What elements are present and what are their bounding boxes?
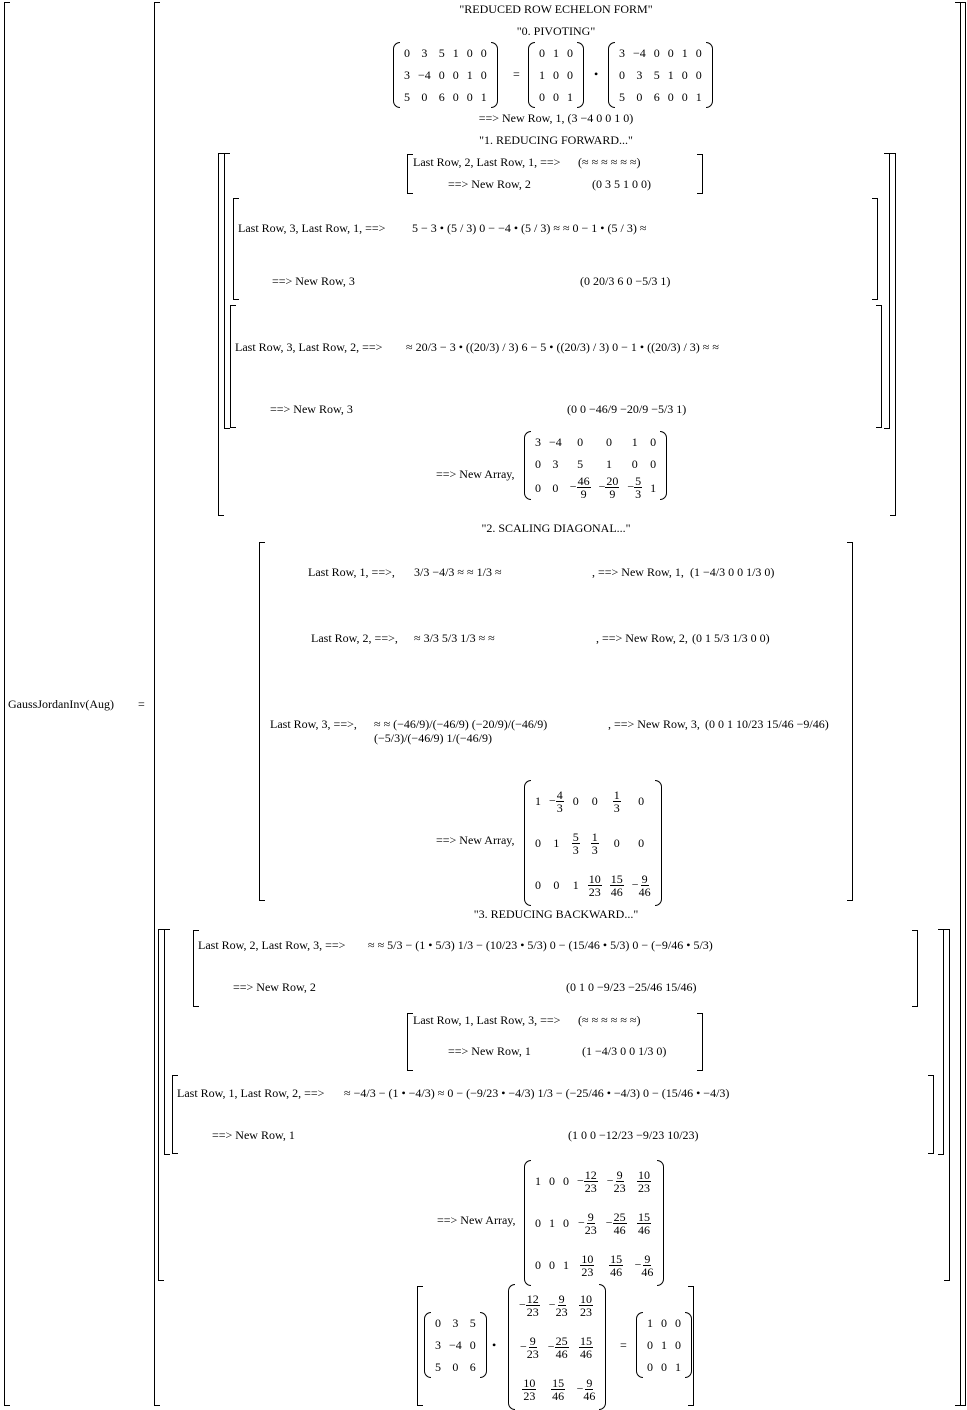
paren-right: [685, 1312, 692, 1378]
section-0-heading: "0. PIVOTING": [516, 24, 596, 38]
matrix-cell: 0: [452, 90, 459, 104]
matrix-cell: $\frac{1}{3}$: [591, 829, 598, 857]
matrix-row: [643, 1312, 685, 1334]
matrix-cell: 6: [653, 90, 660, 104]
s3c-row: (1 0 0 −12/23 −9/23 10/23): [568, 1128, 699, 1142]
matrix-cell: 1: [631, 435, 638, 449]
matrix-cell: 3: [421, 46, 428, 60]
pivot-new-row: ==> New Row, 1, (3 −4 0 0 1 0): [478, 111, 634, 125]
matrix-cell: 5: [469, 1316, 476, 1330]
function-name: GaussJordanInv(Aug): [8, 697, 114, 711]
matrix-cell: $\frac{15}{46}$: [637, 1209, 650, 1237]
matrix-cell: 1: [535, 1174, 541, 1188]
paren-right: [491, 42, 498, 108]
matrix-cell: 0: [605, 435, 612, 449]
check-identity-matrix: [636, 1312, 692, 1378]
matrix-cell: 5: [438, 46, 445, 60]
matrix-cell: $\frac{10}{23}$: [588, 871, 601, 899]
matrix-cell: 3: [535, 435, 541, 449]
matrix-cell: − $\frac{9}{23}$: [578, 1209, 597, 1237]
s2-new-array: [524, 780, 662, 906]
matrix-cell: 0: [435, 1316, 441, 1330]
s1b-bracket-right: [872, 198, 878, 300]
s1b-bracket-left: [233, 198, 239, 300]
matrix-cell: 0: [452, 68, 459, 82]
matrix-row: [615, 42, 706, 64]
matrix-cell: −4: [449, 1338, 462, 1352]
matrix-cell: 1: [681, 46, 688, 60]
s3b-bracket-right: [697, 1013, 703, 1071]
s1-new-array: [524, 431, 667, 500]
matrix-row: [531, 1202, 657, 1244]
matrix-cell: − $\frac{5}{3}$: [627, 474, 642, 501]
matrix-cell: 3: [435, 1338, 441, 1352]
matrix-cell: 0: [647, 1360, 653, 1374]
s3c-bracket-right: [928, 1075, 934, 1154]
matrix-cell: − $\frac{12}{23}$: [577, 1167, 597, 1195]
s3a-bracket-right: [912, 930, 918, 1007]
matrix-cell: 0: [613, 836, 620, 850]
matrix-cell: 1: [647, 1316, 653, 1330]
matrix-cell: 0: [567, 68, 573, 82]
matrix-cell: 1: [535, 794, 541, 808]
rhs-right-bracket-2: [960, 2, 966, 1406]
matrix-cell: 0: [535, 457, 541, 471]
matrix-cell: 1: [452, 46, 459, 60]
paren-left: [524, 780, 531, 906]
matrix-cell: 0: [591, 794, 598, 808]
matrix-cell: 0: [681, 68, 688, 82]
matrix-row: [400, 86, 491, 108]
s3b-row: (1 −4/3 0 0 1/3 0): [582, 1044, 667, 1058]
s3b-approx: (≈ ≈ ≈ ≈ ≈ ≈): [578, 1013, 641, 1027]
s3a-row: (0 1 0 −9/23 −25/46 15/46): [566, 980, 697, 994]
s2r1-row: (1 −4/3 0 0 1/3 0): [690, 565, 775, 579]
paren-left: [424, 1312, 431, 1378]
matrix-row: [535, 42, 577, 64]
matrix-cell: 0: [650, 435, 657, 449]
s3-new-array: [524, 1160, 664, 1286]
matrix-cell: $\frac{15}{46}$: [610, 1251, 623, 1279]
matrix-cell: 0: [681, 90, 688, 104]
paren-left: [636, 1312, 643, 1378]
s1c-bracket-right: [876, 305, 882, 428]
s1a-new-row: ==> New Row, 2: [448, 177, 531, 191]
matrix-cell: 0: [653, 46, 660, 60]
matrix-cell: 0: [421, 90, 428, 104]
matrix-cell: 0: [661, 1316, 667, 1330]
s3c-expr: ≈ −4/3 − (1 • −4/3) ≈ 0 − (−9/23 • −4/3) 1/3 − (−25/46 • −4/3) 0 − (15/46 • −4/3): [344, 1086, 730, 1100]
matrix-cell: $\frac{15}{46}$: [579, 1333, 592, 1361]
matrix-cell: 0: [638, 836, 645, 850]
matrix-cell: 3: [619, 46, 625, 60]
paren-right: [660, 431, 667, 500]
matrix-cell: − $\frac{9}{46}$: [634, 1251, 654, 1279]
matrix-row: [431, 1312, 480, 1334]
matrix-cell: 1: [553, 46, 559, 60]
matrix-row: [531, 431, 660, 453]
matrix-cell: 5: [653, 68, 660, 82]
s2r2-label: Last Row, 2, ==>,: [311, 631, 398, 645]
s1a-approx: (≈ ≈ ≈ ≈ ≈ ≈): [578, 155, 641, 169]
check-bracket-left: [417, 1286, 423, 1406]
paren-right: [599, 1284, 606, 1410]
s3a-expr: ≈ ≈ 5/3 − (1 • 5/3) 1/3 − (10/23 • 5/3) 0 − (15/46 • 5/3) 0 − (−9/46 • 5/3): [368, 938, 713, 952]
s3-new-array-label: ==> New Array,: [437, 1213, 516, 1227]
paren-left: [528, 42, 535, 108]
s2r1-new-row: , ==> New Row, 1,: [592, 565, 684, 579]
pivot-rhs-matrix: [608, 42, 713, 108]
matrix-row: [531, 1244, 657, 1286]
matrix-cell: 0: [636, 90, 643, 104]
s1b-new-row: ==> New Row, 3: [272, 274, 355, 288]
matrix-cell: 0: [577, 435, 584, 449]
matrix-cell: 0: [638, 794, 645, 808]
s2r2-new-row: , ==> New Row, 2,: [596, 631, 688, 645]
matrix-cell: 6: [469, 1360, 476, 1374]
matrix-row: [400, 42, 491, 64]
paren-left: [393, 42, 400, 108]
s1b-row: (0 20/3 6 0 −5/3 1): [580, 274, 671, 288]
matrix-row: [400, 64, 491, 86]
matrix-cell: 1: [695, 90, 702, 104]
matrix-cell: 3: [552, 457, 559, 471]
matrix-cell: $\frac{5}{3}$: [572, 829, 579, 857]
paren-right: [577, 42, 584, 108]
matrix-cell: 0: [539, 46, 545, 60]
matrix-row: [531, 780, 655, 822]
matrix-cell: 1: [675, 1360, 681, 1374]
page-title: "REDUCED ROW ECHELON FORM": [459, 2, 653, 16]
matrix-cell: 0: [647, 1338, 653, 1352]
equals-sign: =: [138, 697, 145, 711]
s1c-bracket-left: [230, 305, 236, 428]
matrix-cell: 0: [567, 46, 573, 60]
s1a-row: (0 3 5 1 0 0): [592, 177, 651, 191]
paren-left: [524, 431, 531, 500]
matrix-cell: 0: [675, 1316, 681, 1330]
s1a-label: Last Row, 2, Last Row, 1, ==>: [413, 155, 561, 169]
paren-left: [608, 42, 615, 108]
matrix-cell: 0: [438, 68, 445, 82]
matrix-cell: − $\frac{25}{46}$: [547, 1333, 568, 1361]
s1c-new-row: ==> New Row, 3: [270, 402, 353, 416]
s2r3-expr: ≈ ≈ (−46/9)/(−46/9) (−20/9)/(−46/9) (−5/3)/(−46/9) 1/(−46/9): [374, 717, 548, 745]
s2r2-expr: ≈ 3/3 5/3 1/3 ≈ ≈: [414, 631, 495, 645]
matrix-row: [431, 1356, 480, 1378]
matrix-cell: 5: [577, 457, 584, 471]
matrix-row: [531, 453, 660, 475]
paren-left: [508, 1284, 515, 1410]
check-original-matrix: [424, 1312, 487, 1378]
matrix-cell: 5: [435, 1360, 441, 1374]
paren-right: [706, 42, 713, 108]
matrix-cell: 0: [549, 1174, 555, 1188]
matrix-cell: 0: [466, 46, 473, 60]
matrix-cell: 1: [553, 836, 560, 850]
s1-right-bracket-2: [890, 153, 896, 516]
s3a-label: Last Row, 2, Last Row, 3, ==>: [198, 938, 346, 952]
matrix-cell: − $\frac{9}{46}$: [631, 871, 651, 899]
matrix-cell: − $\frac{9}{46}$: [576, 1375, 596, 1403]
matrix-cell: 1: [480, 90, 487, 104]
check-inverse-matrix: [508, 1284, 606, 1410]
matrix-cell: 0: [572, 794, 579, 808]
paren-right: [657, 1160, 664, 1286]
paren-right: [480, 1312, 487, 1378]
s2r2-row: (0 1 5/3 1/3 0 0): [692, 631, 770, 645]
matrix-row: [535, 64, 577, 86]
matrix-cell: − $\frac{4}{3}$: [549, 787, 563, 815]
matrix-row: [531, 822, 655, 864]
section-2-heading: "2. SCALING DIAGONAL...": [481, 521, 631, 535]
matrix-cell: −4: [549, 435, 562, 449]
matrix-cell: − $\frac{20}{9}$: [598, 474, 619, 501]
s2r1-expr: 3/3 −4/3 ≈ ≈ 1/3 ≈: [414, 565, 502, 579]
s2r3-label: Last Row, 3, ==>,: [270, 717, 357, 731]
matrix-cell: $\frac{10}{23}$: [581, 1251, 594, 1279]
matrix-cell: −4: [418, 68, 431, 82]
matrix-cell: 0: [553, 878, 560, 892]
matrix-cell: − $\frac{9}{23}$: [520, 1333, 539, 1361]
matrix-row: [531, 475, 660, 500]
matrix-cell: 0: [535, 878, 541, 892]
matrix-row: [531, 864, 655, 906]
matrix-row: [531, 1160, 657, 1202]
matrix-cell: − $\frac{9}{23}$: [606, 1167, 626, 1195]
matrix-cell: 0: [404, 46, 410, 60]
matrix-cell: 0: [695, 68, 702, 82]
matrix-cell: 0: [661, 1360, 667, 1374]
s2r1-label: Last Row, 1, ==>,: [308, 565, 395, 579]
pivot-equals: =: [513, 67, 520, 81]
matrix-cell: 0: [675, 1338, 681, 1352]
matrix-row: [643, 1334, 685, 1356]
matrix-cell: − $\frac{9}{23}$: [548, 1291, 568, 1319]
s2-left-bracket: [259, 542, 265, 901]
s2r3-new-row: , ==> New Row, 3,: [608, 717, 700, 731]
matrix-cell: 0: [535, 1216, 541, 1230]
matrix-cell: 0: [650, 457, 657, 471]
matrix-cell: − $\frac{25}{46}$: [605, 1209, 626, 1237]
matrix-cell: 0: [535, 1258, 541, 1272]
s3c-new-row: ==> New Row, 1: [212, 1128, 295, 1142]
matrix-cell: 1: [661, 1338, 667, 1352]
permutation-matrix: [528, 42, 584, 108]
matrix-cell: 0: [695, 46, 702, 60]
matrix-cell: $\frac{10}{23}$: [523, 1375, 536, 1403]
s2-right-bracket: [847, 542, 853, 901]
matrix-cell: $\frac{10}{23}$: [637, 1167, 650, 1195]
matrix-cell: − $\frac{46}{9}$: [569, 474, 590, 501]
matrix-cell: 0: [469, 1338, 476, 1352]
s2-new-array-label: ==> New Array,: [436, 833, 515, 847]
matrix-cell: 5: [619, 90, 625, 104]
matrix-cell: − $\frac{12}{23}$: [519, 1291, 539, 1319]
s3a-new-row: ==> New Row, 2: [233, 980, 316, 994]
matrix-cell: 0: [535, 480, 541, 495]
s3-left-bracket-2: [164, 929, 170, 1155]
matrix-row: [615, 86, 706, 108]
matrix-cell: 3: [636, 68, 643, 82]
pivot-lhs-matrix: [393, 42, 498, 108]
matrix-cell: 0: [466, 90, 473, 104]
matrix-cell: 3: [452, 1316, 459, 1330]
matrix-cell: 0: [552, 480, 559, 495]
matrix-cell: 0: [535, 836, 541, 850]
matrix-cell: 1: [650, 480, 657, 495]
s1-new-array-label: ==> New Array,: [436, 467, 515, 481]
matrix-cell: 0: [563, 1216, 569, 1230]
matrix-row: [515, 1284, 599, 1326]
s1b-label: Last Row, 3, Last Row, 1, ==>: [238, 221, 386, 235]
matrix-cell: 1: [549, 1216, 555, 1230]
section-1-heading: "1. REDUCING FORWARD...": [479, 133, 633, 147]
section-3-heading: "3. REDUCING BACKWARD...": [473, 907, 639, 921]
matrix-cell: 1: [605, 457, 612, 471]
matrix-row: [643, 1356, 685, 1378]
matrix-cell: $\frac{10}{23}$: [579, 1291, 592, 1319]
matrix-cell: 0: [563, 1174, 569, 1188]
s1c-row: (0 0 −46/9 −20/9 −5/3 1): [567, 402, 687, 416]
check-dot: •: [492, 1338, 497, 1352]
matrix-cell: 6: [438, 90, 445, 104]
matrix-cell: 0: [539, 90, 545, 104]
matrix-cell: 0: [667, 46, 674, 60]
s3-right-bracket-2: [944, 929, 950, 1281]
matrix-cell: 0: [619, 68, 625, 82]
matrix-cell: 0: [553, 68, 559, 82]
matrix-cell: −4: [633, 46, 646, 60]
matrix-row: [535, 86, 577, 108]
matrix-cell: $\frac{1}{3}$: [613, 787, 620, 815]
matrix-cell: 0: [480, 46, 487, 60]
s1c-label: Last Row, 3, Last Row, 2, ==>: [235, 340, 383, 354]
check-equals: =: [620, 1338, 627, 1352]
s2r3-row: (0 0 1 10/23 15/46 −9/46): [705, 717, 829, 731]
s1a-bracket-right: [697, 154, 703, 194]
paren-right: [655, 780, 662, 906]
s3b-label: Last Row, 1, Last Row, 3, ==>: [413, 1013, 561, 1027]
matrix-row: [431, 1334, 480, 1356]
matrix-cell: 1: [667, 68, 674, 82]
matrix-cell: 1: [572, 878, 579, 892]
matrix-cell: 1: [466, 68, 473, 82]
matrix-cell: 0: [549, 1258, 555, 1272]
s1c-expr: ≈ 20/3 − 3 • ((20/3) / 3) 6 − 5 • ((20/3) / 3) 0 − 1 • ((20/3) / 3) ≈ ≈: [406, 340, 719, 354]
matrix-row: [515, 1368, 599, 1410]
matrix-cell: 1: [567, 90, 573, 104]
matrix-cell: 0: [553, 90, 559, 104]
matrix-cell: 5: [404, 90, 410, 104]
pivot-dot: •: [594, 67, 599, 81]
matrix-cell: 1: [539, 68, 545, 82]
matrix-row: [515, 1326, 599, 1368]
matrix-row: [615, 64, 706, 86]
matrix-cell: 3: [404, 68, 410, 82]
matrix-cell: 1: [563, 1258, 569, 1272]
matrix-cell: 0: [631, 457, 638, 471]
s1b-expr: 5 − 3 • (5 / 3) 0 − −4 • (5 / 3) ≈ ≈ 0 − 1 • (5 / 3) ≈: [412, 221, 647, 235]
s3c-label: Last Row, 1, Last Row, 2, ==>: [177, 1086, 325, 1100]
matrix-cell: 0: [667, 90, 674, 104]
paren-left: [524, 1160, 531, 1286]
matrix-cell: 0: [480, 68, 487, 82]
matrix-cell: 0: [452, 1360, 459, 1374]
matrix-cell: $\frac{15}{46}$: [552, 1375, 565, 1403]
s3b-new-row: ==> New Row, 1: [448, 1044, 531, 1058]
matrix-cell: $\frac{15}{46}$: [610, 871, 623, 899]
